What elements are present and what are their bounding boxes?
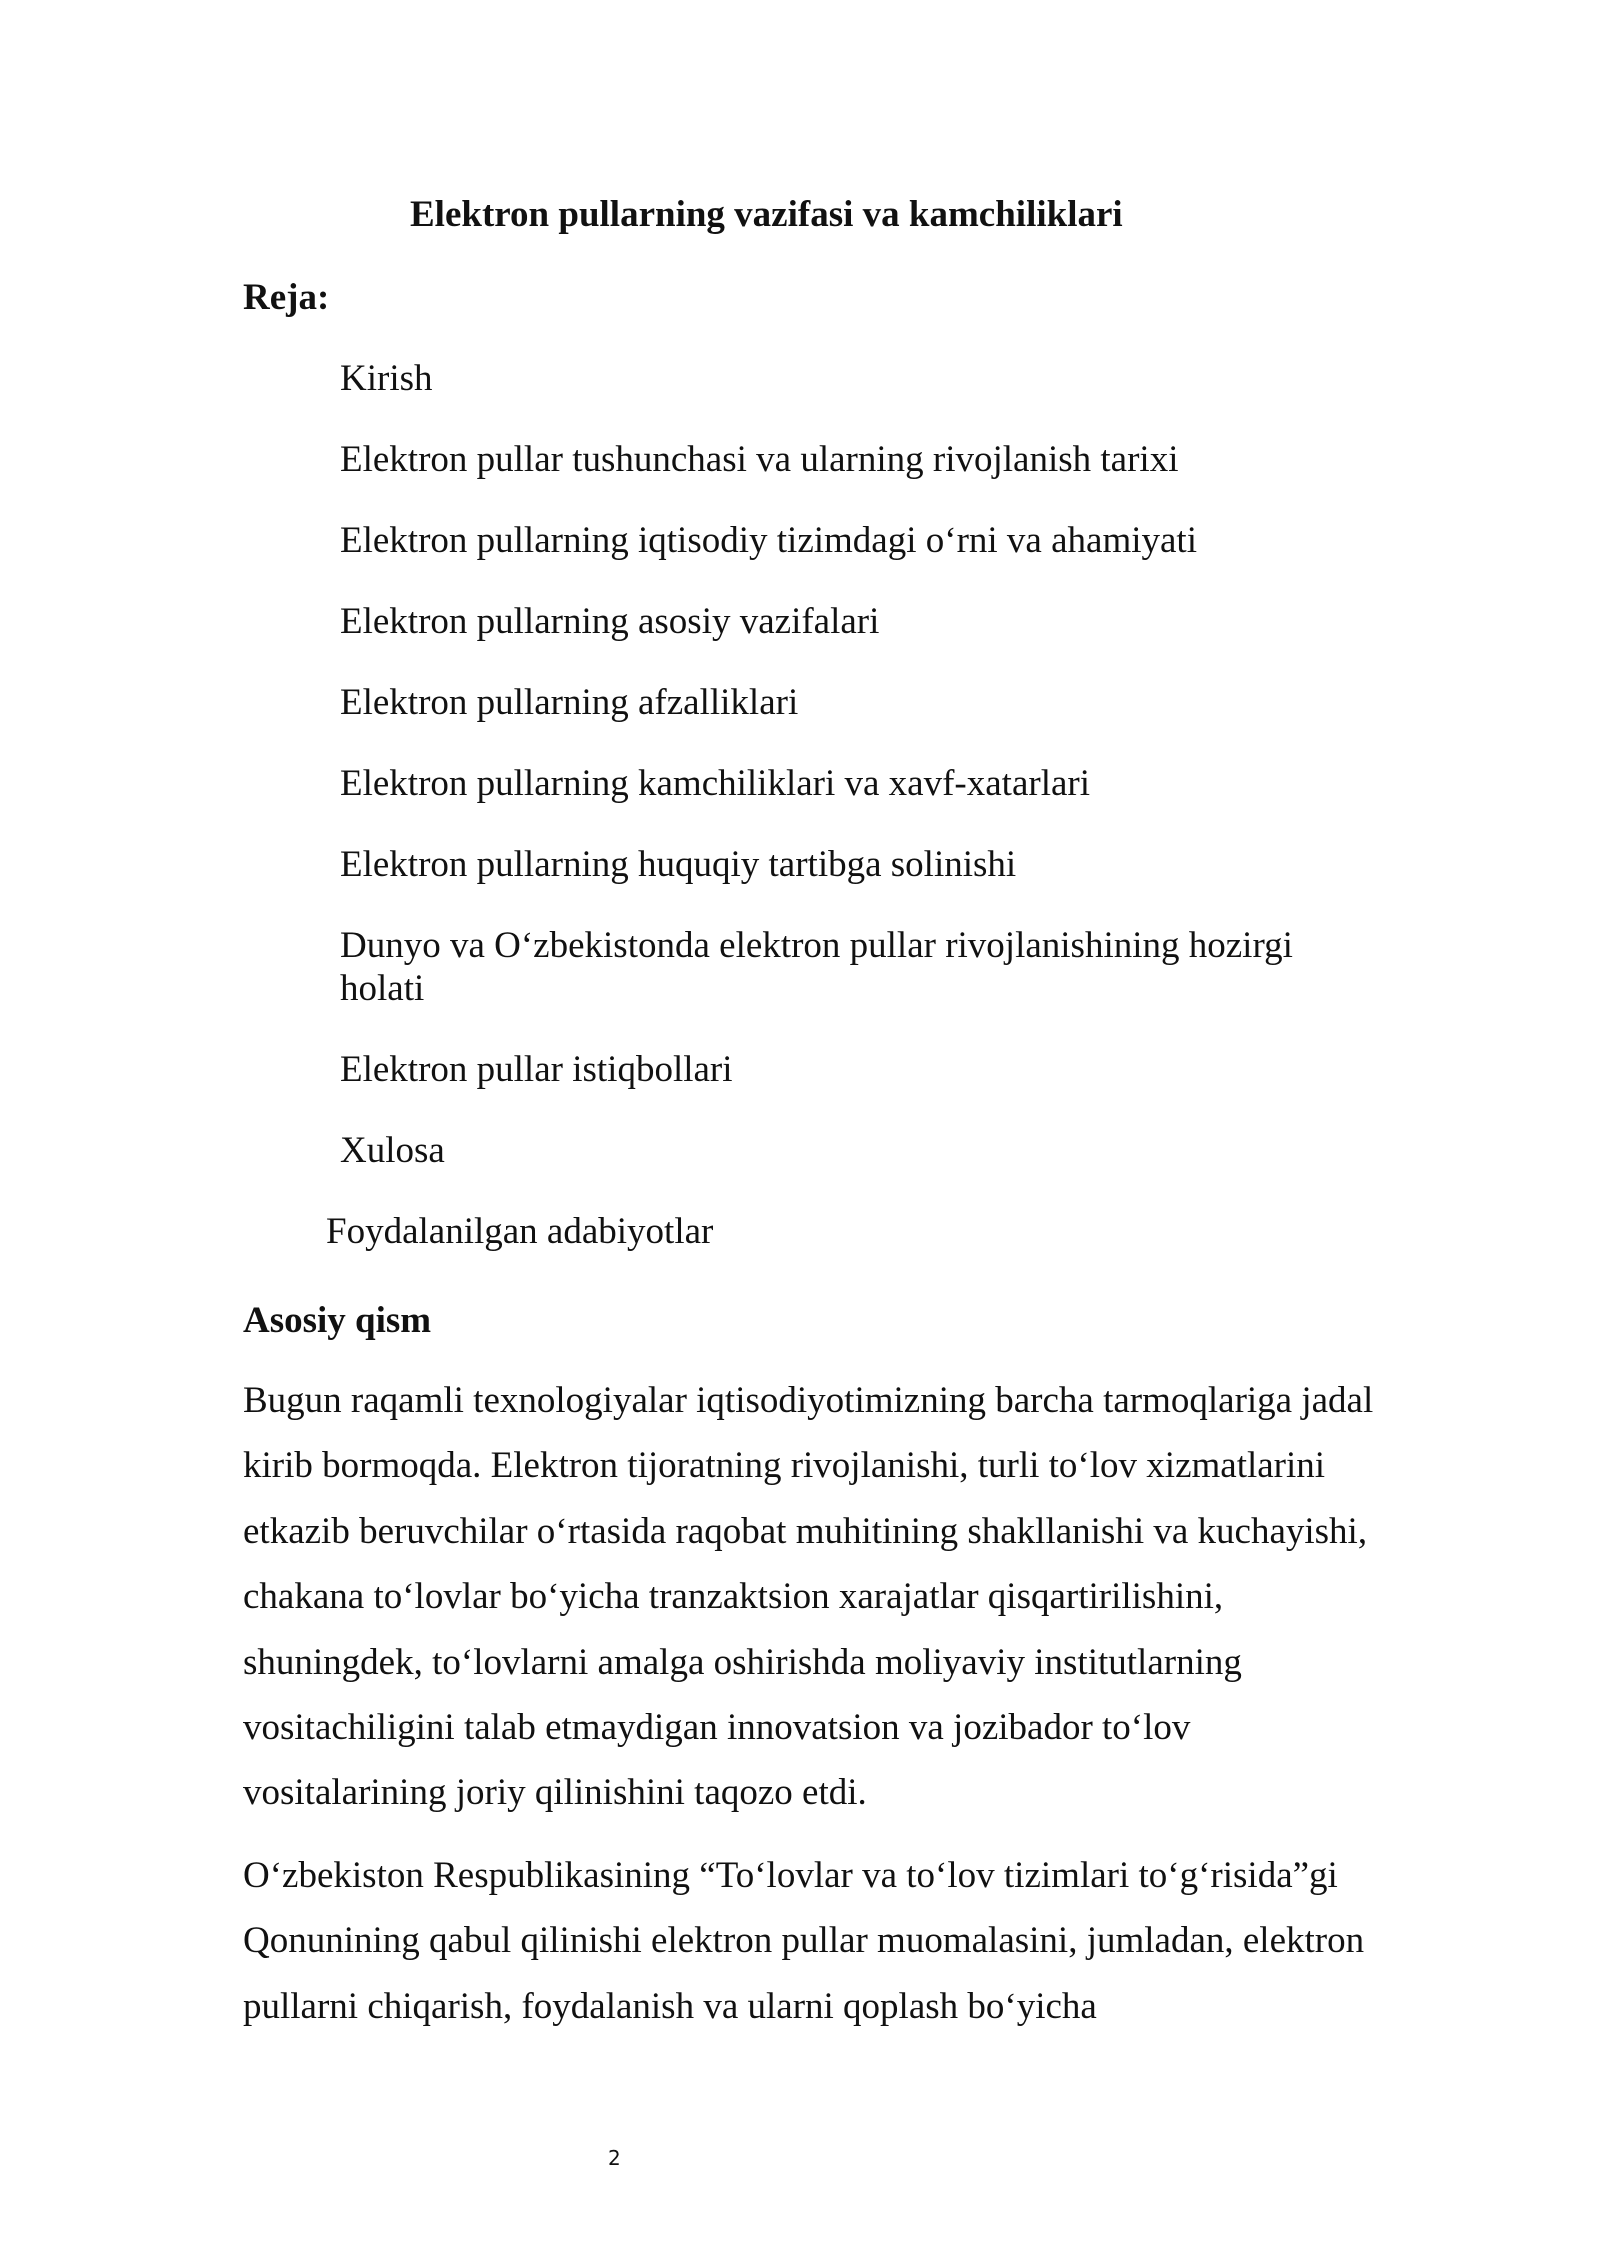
plan-item: Elektron pullarning huquqiy tartibga solinishi (340, 844, 1017, 885)
body-paragraph: O‘zbekiston Respublikasining “To‘lovlar va to‘lov tizimlari to‘g‘risida”gi Qonunining qabul qilinishi elektron pullar muomalasini, jumladan, elektron pullarni chiqarish, foydalanish va ularni qoplash bo‘yicha (243, 1855, 1365, 2027)
plan-item: Foydalanilgan adabiyotlar (326, 1211, 714, 1252)
section-heading: Asosiy qism (243, 1300, 432, 1341)
plan-item: Elektron pullar istiqbollari (340, 1049, 733, 1090)
plan-item: Xulosa (340, 1130, 445, 1171)
document-title: Elektron pullarning vazifasi va kamchiliklari (410, 194, 1123, 235)
plan-list (326, 357, 1360, 1291)
plan-heading: Reja: (243, 277, 330, 318)
plan-item: Elektron pullarning iqtisodiy tizimdagi o‘rni va ahamiyati (340, 520, 1197, 561)
plan-item: Dunyo va O‘zbekistonda elektron pullar rivojlanishining hozirgi holati (340, 925, 1293, 1009)
plan-item: Elektron pullarning asosiy vazifalari (340, 601, 880, 642)
plan-item: Kirish (340, 358, 433, 399)
plan-item: Elektron pullar tushunchasi va ularning rivojlanish tarixi (340, 439, 1179, 480)
plan-item: Elektron pullarning kamchiliklari va xavf-xatarlari (340, 763, 1090, 804)
body-paragraph: Bugun raqamli texnologiyalar iqtisodiyotimizning barcha tarmoqlariga jadal kirib bormoqda. Elektron tijoratning rivojlanishi, turli to‘lov xizmatlarini etkazib beruvchilar o‘rtasida raqobat muhitining shakllanishi va kuchayishi, chakana to‘lovlar bo‘yicha tranzaktsion xarajatlar qisqartirilishini, shuningdek, to‘lovlarni amalga oshirishda moliyaviy institutlarning vositachiligini talab etmaydigan innovatsion va jozibador to‘lov vositalarining joriy qilinishini taqozo etdi. (243, 1380, 1374, 1814)
page-number: 2 (608, 2146, 621, 2170)
plan-item: Elektron pullarning afzalliklari (340, 682, 799, 723)
